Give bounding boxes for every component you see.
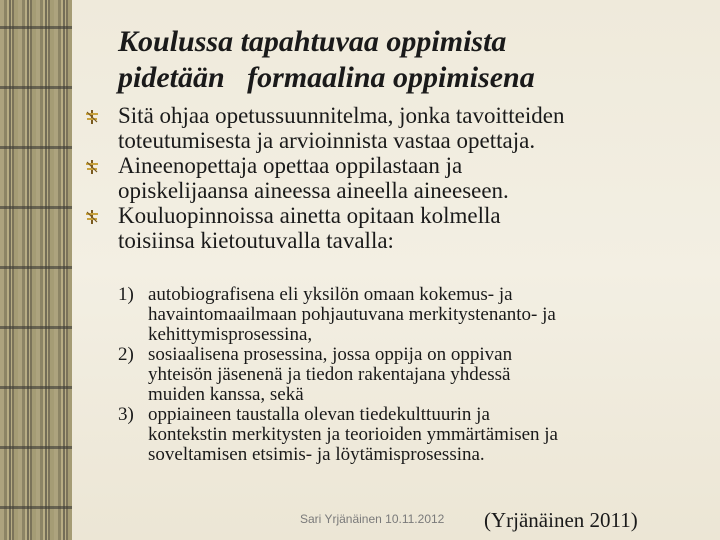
item-line: kehittymisprosessina, [148, 324, 313, 345]
item-number: 3) [118, 404, 134, 425]
bamboo-sprout-icon [84, 159, 100, 175]
bullet-item [84, 103, 704, 153]
bullet-line: opiskelijaansa aineessa aineella aineeseen. [118, 178, 509, 203]
item-line: oppiaineen taustalla olevan tiedekulttuurin ja [148, 404, 490, 425]
bamboo-sprout-icon [84, 209, 100, 225]
bamboo-border [0, 0, 72, 540]
item-line: kontekstin merkitysten ja teorioiden ymmärtämisen ja [148, 424, 558, 445]
bullet-line: Sitä ohjaa opetussuunnitelma, jonka tavoitteiden [118, 103, 565, 128]
bullet-list [84, 103, 704, 253]
bullet-line: toisiinsa kietoutuvalla tavalla: [118, 228, 394, 253]
numbered-item [118, 285, 678, 345]
item-number: 1) [118, 284, 134, 305]
bullet-item [84, 153, 704, 203]
bamboo-sprout-icon [84, 109, 100, 125]
item-number: 2) [118, 344, 134, 365]
numbered-list [118, 285, 678, 465]
numbered-item [118, 345, 678, 405]
item-line: autobiografisena eli yksilön omaan kokemus- ja [148, 284, 513, 305]
item-line: yhteisön jäsenenä ja tiedon rakentajana yhdessä [148, 364, 511, 385]
item-line: havaintomaailmaan pohjautuvana merkitystenanto- ja [148, 304, 556, 325]
slide-footer: Sari Yrjänäinen 10.11.2012 [300, 512, 445, 526]
item-line: muiden kanssa, sekä [148, 384, 304, 405]
citation: (Yrjänäinen 2011) [484, 508, 638, 532]
numbered-item [118, 405, 678, 465]
bullet-line: Aineenopettaja opettaa oppilastaan ja [118, 153, 463, 178]
bullet-line: Kouluopinnoissa ainetta opitaan kolmella [118, 203, 501, 228]
item-line: soveltamisen etsimis- ja löytämisprosessina. [148, 444, 485, 465]
item-line: sosiaalisena prosessina, jossa oppija on oppivan [148, 344, 513, 365]
bullet-line: toteutumisesta ja arvioinnista vastaa opettaja. [118, 128, 536, 153]
slide-title [118, 24, 678, 96]
bullet-item [84, 203, 704, 253]
title-line: pidetään formaalina oppimisena [118, 61, 535, 94]
title-line: Koulussa tapahtuvaa oppimista [118, 25, 507, 58]
